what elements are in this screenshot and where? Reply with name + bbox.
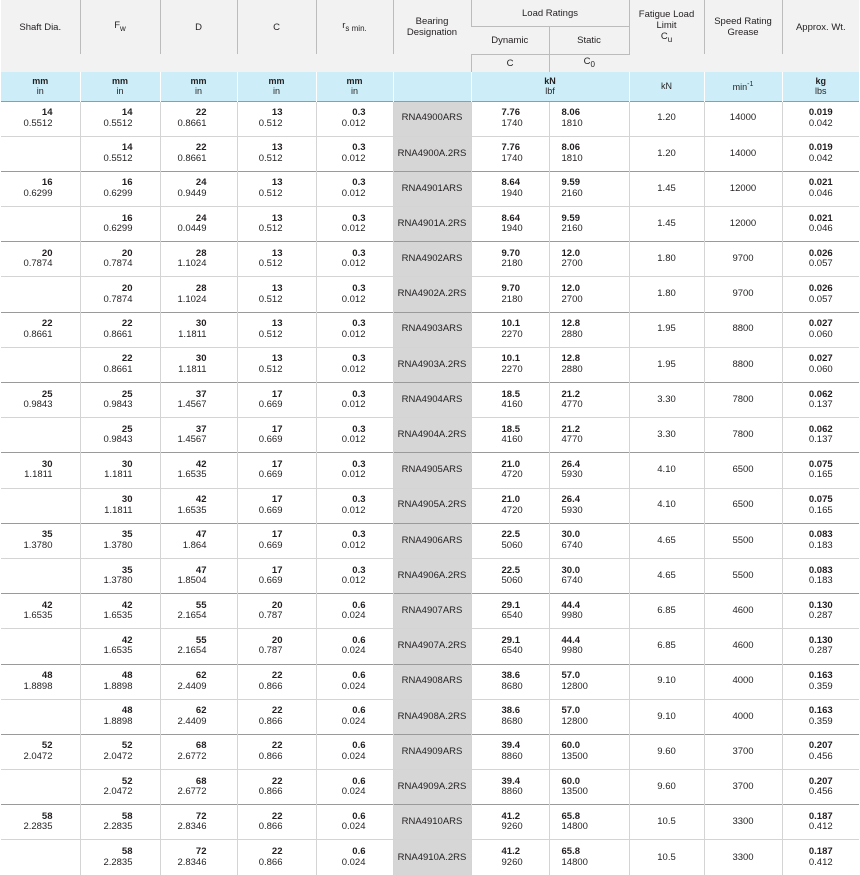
cell-dynamic-rating: 18.5 4160 xyxy=(471,383,549,418)
cell-static-rating: 21.2 4770 xyxy=(549,383,629,418)
cell-fw: 35 1.3780 xyxy=(80,558,160,593)
header-c: C xyxy=(237,0,316,54)
cell-fw: 35 1.3780 xyxy=(80,523,160,558)
cell-speed-rating: 8800 xyxy=(704,312,782,347)
cell-d: 37 1.4567 xyxy=(160,383,237,418)
cell-bearing-designation: RNA4902ARS xyxy=(393,242,471,277)
units-d: mm in xyxy=(160,72,237,102)
cell-fw: 42 1.6535 xyxy=(80,629,160,664)
cell-speed-rating: 14000 xyxy=(704,101,782,136)
table-row xyxy=(1,629,859,664)
cell-fatigue-limit: 1.80 xyxy=(629,277,704,312)
cell-approx-weight: 0.026 0.057 xyxy=(782,277,859,312)
units-load: kN lbf xyxy=(471,72,629,102)
cell-c: 13 0.512 xyxy=(237,277,316,312)
cell-approx-weight: 0.163 0.359 xyxy=(782,699,859,734)
cell-d: 28 1.1024 xyxy=(160,277,237,312)
cell-rs-min: 0.3 0.012 xyxy=(316,488,393,523)
cell-speed-rating: 5500 xyxy=(704,523,782,558)
cell-static-rating: 9.59 2160 xyxy=(549,207,629,242)
cell-d: 55 2.1654 xyxy=(160,629,237,664)
cell-dynamic-rating: 10.1 2270 xyxy=(471,312,549,347)
cell-c: 13 0.512 xyxy=(237,347,316,382)
cell-rs-min: 0.3 0.012 xyxy=(316,418,393,453)
cell-c: 17 0.669 xyxy=(237,418,316,453)
cell-dynamic-rating: 10.1 2270 xyxy=(471,347,549,382)
cell-fw: 14 0.5512 xyxy=(80,101,160,136)
header-static-symbol: $C_0$ xyxy=(549,54,629,72)
cell-speed-rating: 7800 xyxy=(704,383,782,418)
cell-bearing-designation: RNA4902A.2RS xyxy=(393,277,471,312)
header-load-ratings: Load Ratings xyxy=(471,0,629,27)
cell-c: 20 0.787 xyxy=(237,629,316,664)
cell-shaft-dia xyxy=(1,207,80,242)
cell-rs-min: 0.6 0.024 xyxy=(316,664,393,699)
units-weight: kg lbs xyxy=(782,72,859,102)
cell-static-rating: 57.0 12800 xyxy=(549,699,629,734)
cell-bearing-designation: RNA4907ARS xyxy=(393,594,471,629)
cell-fatigue-limit: 3.30 xyxy=(629,418,704,453)
cell-approx-weight: 0.130 0.287 xyxy=(782,594,859,629)
cell-shaft-dia xyxy=(1,347,80,382)
cell-approx-weight: 0.062 0.137 xyxy=(782,383,859,418)
cell-c: 17 0.669 xyxy=(237,488,316,523)
cell-speed-rating: 4000 xyxy=(704,664,782,699)
cell-speed-rating: 4600 xyxy=(704,594,782,629)
cell-bearing-designation: RNA4907A.2RS xyxy=(393,629,471,664)
cell-fatigue-limit: 6.85 xyxy=(629,629,704,664)
cell-rs-min: 0.6 0.024 xyxy=(316,594,393,629)
cell-d: 72 2.8346 xyxy=(160,840,237,875)
cell-approx-weight: 0.021 0.046 xyxy=(782,207,859,242)
units-c: mm in xyxy=(237,72,316,102)
table-row xyxy=(1,734,859,769)
cell-shaft-dia xyxy=(1,770,80,805)
table-row xyxy=(1,242,859,277)
table-row xyxy=(1,805,859,840)
cell-fw: 42 1.6535 xyxy=(80,594,160,629)
cell-static-rating: 26.4 5930 xyxy=(549,488,629,523)
table-row xyxy=(1,664,859,699)
cell-static-rating: 60.0 13500 xyxy=(549,734,629,769)
cell-bearing-designation: RNA4900A.2RS xyxy=(393,136,471,171)
cell-bearing-designation: RNA4908A.2RS xyxy=(393,699,471,734)
cell-approx-weight: 0.187 0.412 xyxy=(782,840,859,875)
cell-speed-rating: 6500 xyxy=(704,453,782,488)
cell-rs-min: 0.6 0.024 xyxy=(316,699,393,734)
cell-bearing-designation: RNA4910ARS xyxy=(393,805,471,840)
cell-speed-rating: 9700 xyxy=(704,242,782,277)
cell-fatigue-limit: 1.20 xyxy=(629,101,704,136)
cell-speed-rating: 4000 xyxy=(704,699,782,734)
cell-speed-rating: 3700 xyxy=(704,734,782,769)
cell-fatigue-limit: 10.5 xyxy=(629,840,704,875)
cell-fw: 58 2.2835 xyxy=(80,840,160,875)
cell-d: 30 1.1811 xyxy=(160,312,237,347)
cell-speed-rating: 12000 xyxy=(704,171,782,206)
cell-static-rating: 8.06 1810 xyxy=(549,136,629,171)
cell-approx-weight: 0.207 0.456 xyxy=(782,734,859,769)
cell-shaft-dia: 52 2.0472 xyxy=(1,734,80,769)
cell-shaft-dia xyxy=(1,558,80,593)
cell-speed-rating: 7800 xyxy=(704,418,782,453)
cell-dynamic-rating: 39.4 8860 xyxy=(471,734,549,769)
cell-shaft-dia xyxy=(1,840,80,875)
table-row xyxy=(1,558,859,593)
cell-fatigue-limit: 6.85 xyxy=(629,594,704,629)
cell-shaft-dia xyxy=(1,136,80,171)
cell-fatigue-limit: 1.80 xyxy=(629,242,704,277)
cell-d: 47 1.8504 xyxy=(160,558,237,593)
cell-approx-weight: 0.021 0.046 xyxy=(782,171,859,206)
table-row xyxy=(1,136,859,171)
cell-rs-min: 0.3 0.012 xyxy=(316,207,393,242)
cell-d: 30 1.1811 xyxy=(160,347,237,382)
header-speed-rating: Speed Rating Grease xyxy=(704,0,782,54)
cell-c: 22 0.866 xyxy=(237,805,316,840)
cell-rs-min: 0.6 0.024 xyxy=(316,805,393,840)
header-row xyxy=(1,0,859,27)
units-fw: mm in xyxy=(80,72,160,102)
cell-approx-weight: 0.019 0.042 xyxy=(782,101,859,136)
units-row xyxy=(1,72,859,102)
cell-rs-min: 0.3 0.012 xyxy=(316,312,393,347)
cell-d: 62 2.4409 xyxy=(160,699,237,734)
cell-speed-rating: 14000 xyxy=(704,136,782,171)
header-rs-min: $r_{s min.}$ xyxy=(316,0,393,54)
cell-fw: 58 2.2835 xyxy=(80,805,160,840)
cell-rs-min: 0.6 0.024 xyxy=(316,770,393,805)
cell-bearing-designation: RNA4909A.2RS xyxy=(393,770,471,805)
cell-shaft-dia xyxy=(1,488,80,523)
cell-rs-min: 0.3 0.012 xyxy=(316,277,393,312)
header-approx-wt: Approx. Wt. xyxy=(782,0,859,54)
cell-c: 22 0.866 xyxy=(237,664,316,699)
cell-static-rating: 30.0 6740 xyxy=(549,558,629,593)
cell-d: 24 0.9449 xyxy=(160,171,237,206)
cell-bearing-designation: RNA4905A.2RS xyxy=(393,488,471,523)
cell-static-rating: 44.4 9980 xyxy=(549,594,629,629)
cell-approx-weight: 0.075 0.165 xyxy=(782,488,859,523)
cell-bearing-designation: RNA4903A.2RS xyxy=(393,347,471,382)
cell-c: 22 0.866 xyxy=(237,734,316,769)
cell-fatigue-limit: 10.5 xyxy=(629,805,704,840)
units-fatigue: kN xyxy=(629,72,704,102)
cell-fatigue-limit: 1.95 xyxy=(629,347,704,382)
cell-shaft-dia: 35 1.3780 xyxy=(1,523,80,558)
table-row xyxy=(1,453,859,488)
cell-static-rating: 26.4 5930 xyxy=(549,453,629,488)
cell-fw: 25 0.9843 xyxy=(80,383,160,418)
cell-fatigue-limit: 3.30 xyxy=(629,383,704,418)
cell-rs-min: 0.3 0.012 xyxy=(316,383,393,418)
cell-static-rating: 65.8 14800 xyxy=(549,840,629,875)
table-row xyxy=(1,277,859,312)
table-row xyxy=(1,101,859,136)
cell-static-rating: 60.0 13500 xyxy=(549,770,629,805)
cell-dynamic-rating: 21.0 4720 xyxy=(471,488,549,523)
table-row xyxy=(1,383,859,418)
cell-fatigue-limit: 1.20 xyxy=(629,136,704,171)
cell-dynamic-rating: 41.2 9260 xyxy=(471,805,549,840)
cell-fatigue-limit: 9.10 xyxy=(629,699,704,734)
cell-approx-weight: 0.019 0.042 xyxy=(782,136,859,171)
table-body xyxy=(1,101,859,875)
cell-fw: 48 1.8898 xyxy=(80,664,160,699)
cell-fatigue-limit: 1.95 xyxy=(629,312,704,347)
header-fw: $F_w$ xyxy=(80,0,160,54)
cell-bearing-designation: RNA4901A.2RS xyxy=(393,207,471,242)
table-row xyxy=(1,312,859,347)
cell-speed-rating: 4600 xyxy=(704,629,782,664)
cell-shaft-dia: 14 0.5512 xyxy=(1,101,80,136)
cell-static-rating: 12.8 2880 xyxy=(549,312,629,347)
cell-speed-rating: 5500 xyxy=(704,558,782,593)
table-row xyxy=(1,207,859,242)
header-bearing-designation: Bearing Designation xyxy=(393,0,471,54)
cell-c: 13 0.512 xyxy=(237,101,316,136)
cell-rs-min: 0.3 0.012 xyxy=(316,136,393,171)
cell-fw: 16 0.6299 xyxy=(80,207,160,242)
cell-fw: 22 0.8661 xyxy=(80,312,160,347)
cell-shaft-dia: 58 2.2835 xyxy=(1,805,80,840)
cell-d: 68 2.6772 xyxy=(160,734,237,769)
cell-bearing-designation: RNA4905ARS xyxy=(393,453,471,488)
cell-speed-rating: 9700 xyxy=(704,277,782,312)
cell-speed-rating: 8800 xyxy=(704,347,782,382)
cell-bearing-designation: RNA4900ARS xyxy=(393,101,471,136)
cell-d: 42 1.6535 xyxy=(160,453,237,488)
cell-dynamic-rating: 7.76 1740 xyxy=(471,136,549,171)
cell-bearing-designation: RNA4904ARS xyxy=(393,383,471,418)
cell-shaft-dia xyxy=(1,699,80,734)
cell-fatigue-limit: 9.10 xyxy=(629,664,704,699)
cell-c: 13 0.512 xyxy=(237,136,316,171)
cell-dynamic-rating: 7.76 1740 xyxy=(471,101,549,136)
cell-c: 13 0.512 xyxy=(237,207,316,242)
cell-rs-min: 0.3 0.012 xyxy=(316,523,393,558)
cell-approx-weight: 0.027 0.060 xyxy=(782,312,859,347)
cell-static-rating: 9.59 2160 xyxy=(549,171,629,206)
bearing-spec-table xyxy=(1,0,859,875)
cell-approx-weight: 0.062 0.137 xyxy=(782,418,859,453)
cell-fw: 16 0.6299 xyxy=(80,171,160,206)
cell-fw: 20 0.7874 xyxy=(80,242,160,277)
cell-dynamic-rating: 9.70 2180 xyxy=(471,277,549,312)
cell-speed-rating: 3300 xyxy=(704,805,782,840)
cell-shaft-dia: 42 1.6535 xyxy=(1,594,80,629)
table-row xyxy=(1,840,859,875)
table-row xyxy=(1,171,859,206)
cell-dynamic-rating: 8.64 1940 xyxy=(471,207,549,242)
cell-speed-rating: 3700 xyxy=(704,770,782,805)
cell-d: 24 0.0449 xyxy=(160,207,237,242)
cell-speed-rating: 12000 xyxy=(704,207,782,242)
cell-d: 72 2.8346 xyxy=(160,805,237,840)
cell-rs-min: 0.3 0.012 xyxy=(316,347,393,382)
cell-fw: 52 2.0472 xyxy=(80,734,160,769)
cell-rs-min: 0.3 0.012 xyxy=(316,101,393,136)
cell-c: 13 0.512 xyxy=(237,312,316,347)
cell-fw: 30 1.1811 xyxy=(80,453,160,488)
table-row xyxy=(1,418,859,453)
cell-speed-rating: 6500 xyxy=(704,488,782,523)
cell-dynamic-rating: 22.5 5060 xyxy=(471,558,549,593)
cell-fatigue-limit: 4.10 xyxy=(629,488,704,523)
table-row xyxy=(1,770,859,805)
cell-static-rating: 57.0 12800 xyxy=(549,664,629,699)
cell-rs-min: 0.3 0.012 xyxy=(316,242,393,277)
cell-dynamic-rating: 9.70 2180 xyxy=(471,242,549,277)
cell-c: 22 0.866 xyxy=(237,699,316,734)
cell-fatigue-limit: 4.10 xyxy=(629,453,704,488)
header-d: D xyxy=(160,0,237,54)
cell-shaft-dia xyxy=(1,277,80,312)
cell-static-rating: 44.4 9980 xyxy=(549,629,629,664)
cell-shaft-dia: 48 1.8898 xyxy=(1,664,80,699)
cell-approx-weight: 0.207 0.456 xyxy=(782,770,859,805)
cell-static-rating: 12.0 2700 xyxy=(549,242,629,277)
cell-c: 22 0.866 xyxy=(237,770,316,805)
header-shaft-dia: Shaft Dia. xyxy=(1,0,80,54)
cell-c: 17 0.669 xyxy=(237,558,316,593)
cell-dynamic-rating: 8.64 1940 xyxy=(471,171,549,206)
cell-fw: 25 0.9843 xyxy=(80,418,160,453)
cell-dynamic-rating: 41.2 9260 xyxy=(471,840,549,875)
cell-shaft-dia xyxy=(1,629,80,664)
cell-approx-weight: 0.083 0.183 xyxy=(782,523,859,558)
cell-speed-rating: 3300 xyxy=(704,840,782,875)
cell-dynamic-rating: 38.6 8680 xyxy=(471,664,549,699)
cell-d: 28 1.1024 xyxy=(160,242,237,277)
cell-d: 62 2.4409 xyxy=(160,664,237,699)
cell-bearing-designation: RNA4904A.2RS xyxy=(393,418,471,453)
cell-approx-weight: 0.163 0.359 xyxy=(782,664,859,699)
cell-dynamic-rating: 22.5 5060 xyxy=(471,523,549,558)
cell-dynamic-rating: 38.6 8680 xyxy=(471,699,549,734)
cell-static-rating: 30.0 6740 xyxy=(549,523,629,558)
cell-fatigue-limit: 9.60 xyxy=(629,734,704,769)
cell-approx-weight: 0.187 0.412 xyxy=(782,805,859,840)
cell-bearing-designation: RNA4909ARS xyxy=(393,734,471,769)
cell-d: 37 1.4567 xyxy=(160,418,237,453)
cell-d: 22 0.8661 xyxy=(160,101,237,136)
table-row xyxy=(1,594,859,629)
cell-shaft-dia xyxy=(1,418,80,453)
cell-dynamic-rating: 29.1 6540 xyxy=(471,629,549,664)
cell-d: 55 2.1654 xyxy=(160,594,237,629)
cell-bearing-designation: RNA4908ARS xyxy=(393,664,471,699)
cell-static-rating: 21.2 4770 xyxy=(549,418,629,453)
cell-rs-min: 0.3 0.012 xyxy=(316,171,393,206)
table-row xyxy=(1,699,859,734)
cell-fw: 14 0.5512 xyxy=(80,136,160,171)
cell-dynamic-rating: 21.0 4720 xyxy=(471,453,549,488)
cell-dynamic-rating: 39.4 8860 xyxy=(471,770,549,805)
cell-d: 68 2.6772 xyxy=(160,770,237,805)
cell-approx-weight: 0.130 0.287 xyxy=(782,629,859,664)
units-rs: mm in xyxy=(316,72,393,102)
header-static: Static xyxy=(549,27,629,54)
cell-d: 42 1.6535 xyxy=(160,488,237,523)
cell-static-rating: 65.8 14800 xyxy=(549,805,629,840)
cell-bearing-designation: RNA4910A.2RS xyxy=(393,840,471,875)
header-fatigue-load-limit: Fatigue Load Limit $C_u$ xyxy=(629,0,704,54)
cell-rs-min: 0.3 0.012 xyxy=(316,453,393,488)
cell-approx-weight: 0.075 0.165 xyxy=(782,453,859,488)
units-designation xyxy=(393,72,471,102)
cell-d: 22 0.8661 xyxy=(160,136,237,171)
cell-approx-weight: 0.026 0.057 xyxy=(782,242,859,277)
cell-c: 20 0.787 xyxy=(237,594,316,629)
cell-static-rating: 8.06 1810 xyxy=(549,101,629,136)
table-row xyxy=(1,347,859,382)
cell-rs-min: 0.6 0.024 xyxy=(316,734,393,769)
cell-rs-min: 0.6 0.024 xyxy=(316,840,393,875)
cell-d: 47 1.864 xyxy=(160,523,237,558)
cell-fatigue-limit: 1.45 xyxy=(629,207,704,242)
cell-shaft-dia: 20 0.7874 xyxy=(1,242,80,277)
cell-c: 22 0.866 xyxy=(237,840,316,875)
cell-shaft-dia: 30 1.1811 xyxy=(1,453,80,488)
cell-approx-weight: 0.027 0.060 xyxy=(782,347,859,382)
cell-c: 17 0.669 xyxy=(237,523,316,558)
header-symbol-row xyxy=(1,54,859,72)
cell-bearing-designation: RNA4906ARS xyxy=(393,523,471,558)
cell-fw: 22 0.8661 xyxy=(80,347,160,382)
cell-c: 13 0.512 xyxy=(237,171,316,206)
cell-fatigue-limit: 4.65 xyxy=(629,558,704,593)
cell-bearing-designation: RNA4906A.2RS xyxy=(393,558,471,593)
units-shaft: mm in xyxy=(1,72,80,102)
cell-c: 17 0.669 xyxy=(237,453,316,488)
cell-fw: 48 1.8898 xyxy=(80,699,160,734)
cell-fw: 30 1.1811 xyxy=(80,488,160,523)
header-dynamic-symbol: C xyxy=(471,54,549,72)
cell-static-rating: 12.8 2880 xyxy=(549,347,629,382)
cell-fw: 52 2.0472 xyxy=(80,770,160,805)
cell-bearing-designation: RNA4903ARS xyxy=(393,312,471,347)
cell-fatigue-limit: 9.60 xyxy=(629,770,704,805)
header-dynamic: Dynamic xyxy=(471,27,549,54)
cell-c: 17 0.669 xyxy=(237,383,316,418)
cell-rs-min: 0.6 0.024 xyxy=(316,629,393,664)
cell-c: 13 0.512 xyxy=(237,242,316,277)
cell-fw: 20 0.7874 xyxy=(80,277,160,312)
cell-shaft-dia: 22 0.8661 xyxy=(1,312,80,347)
cell-approx-weight: 0.083 0.183 xyxy=(782,558,859,593)
cell-rs-min: 0.3 0.012 xyxy=(316,558,393,593)
table-row xyxy=(1,523,859,558)
cell-static-rating: 12.0 2700 xyxy=(549,277,629,312)
cell-fatigue-limit: 1.45 xyxy=(629,171,704,206)
cell-dynamic-rating: 18.5 4160 xyxy=(471,418,549,453)
cell-fatigue-limit: 4.65 xyxy=(629,523,704,558)
cell-bearing-designation: RNA4901ARS xyxy=(393,171,471,206)
table-row xyxy=(1,488,859,523)
cell-shaft-dia: 16 0.6299 xyxy=(1,171,80,206)
units-speed: $\min^{-1}$ xyxy=(704,72,782,102)
cell-dynamic-rating: 29.1 6540 xyxy=(471,594,549,629)
cell-shaft-dia: 25 0.9843 xyxy=(1,383,80,418)
